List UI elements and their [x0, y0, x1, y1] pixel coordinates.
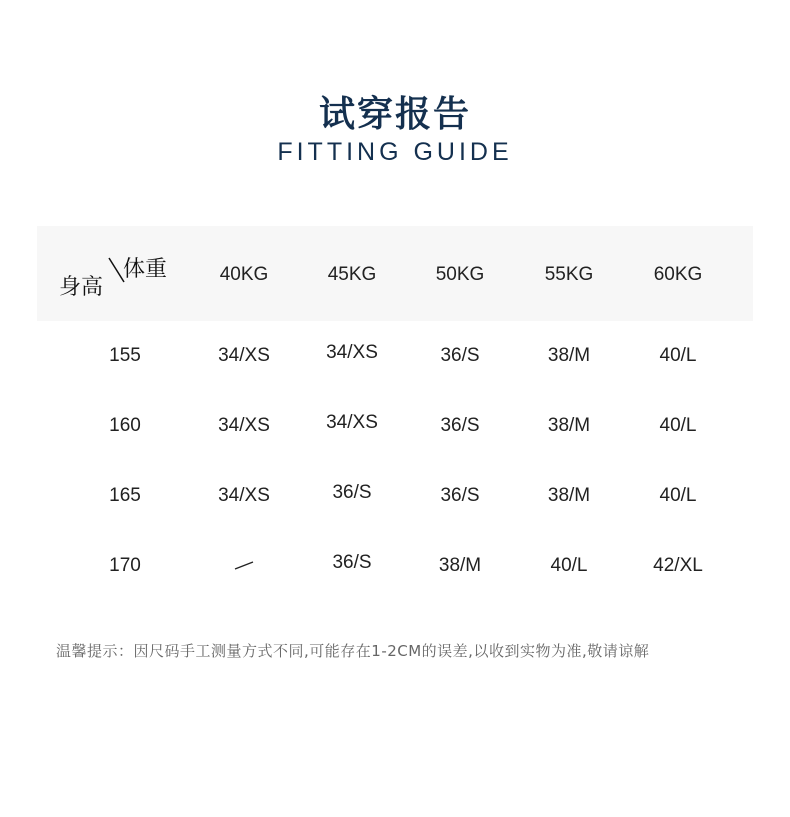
height-header: 身高 — [59, 275, 104, 300]
size-cell: 40/L — [659, 485, 697, 506]
size-cell: 36/S — [440, 485, 480, 506]
weight-header: 体重 — [123, 257, 168, 282]
size-cell: 40/L — [659, 415, 697, 436]
size-cell: 38/M — [547, 415, 591, 436]
page-subtitle: FITTING GUIDE — [277, 138, 513, 166]
size-cell: 38/M — [547, 485, 591, 506]
size-cell: 36/S — [332, 482, 372, 503]
size-cell: 36/S — [440, 345, 480, 366]
height-cell: 170 — [109, 555, 141, 576]
table-row — [37, 391, 753, 461]
weight-header-60: 60KG — [653, 264, 703, 285]
size-cell: 38/M — [438, 555, 482, 576]
not-available-mark — [189, 555, 299, 577]
size-cell: 34/XS — [218, 415, 270, 436]
height-cell: 160 — [109, 415, 141, 436]
height-cell: 155 — [109, 345, 141, 366]
size-cell: 36/S — [440, 415, 480, 436]
table-row — [37, 531, 753, 601]
size-cell: 42/XL — [653, 555, 703, 576]
size-cell: 34/XS — [218, 485, 270, 506]
size-cell: 40/L — [550, 555, 588, 576]
size-cell: 34/XS — [326, 412, 378, 433]
table-corner-cell — [37, 226, 197, 321]
size-cell: 36/S — [332, 552, 372, 573]
table-row — [37, 321, 753, 391]
weight-header-50: 50KG — [435, 264, 485, 285]
page-title: 试穿报告 — [318, 94, 471, 135]
weight-header-45: 45KG — [327, 264, 377, 285]
height-cell: 165 — [109, 485, 141, 506]
table-header-row — [37, 226, 753, 321]
size-cell: 38/M — [547, 345, 591, 366]
fitting-note: 温馨提示：因尺码手工测量方式不同,可能存在1-2CM的误差,以收到实物为准,敬请谅解 — [56, 642, 650, 660]
size-cell: 40/L — [659, 345, 697, 366]
dash-icon — [233, 559, 255, 571]
weight-header-40: 40KG — [219, 264, 269, 285]
size-table — [37, 226, 753, 601]
size-cell: 34/XS — [326, 342, 378, 363]
table-row — [37, 461, 753, 531]
weight-header-55: 55KG — [544, 264, 594, 285]
size-cell: 34/XS — [218, 345, 270, 366]
